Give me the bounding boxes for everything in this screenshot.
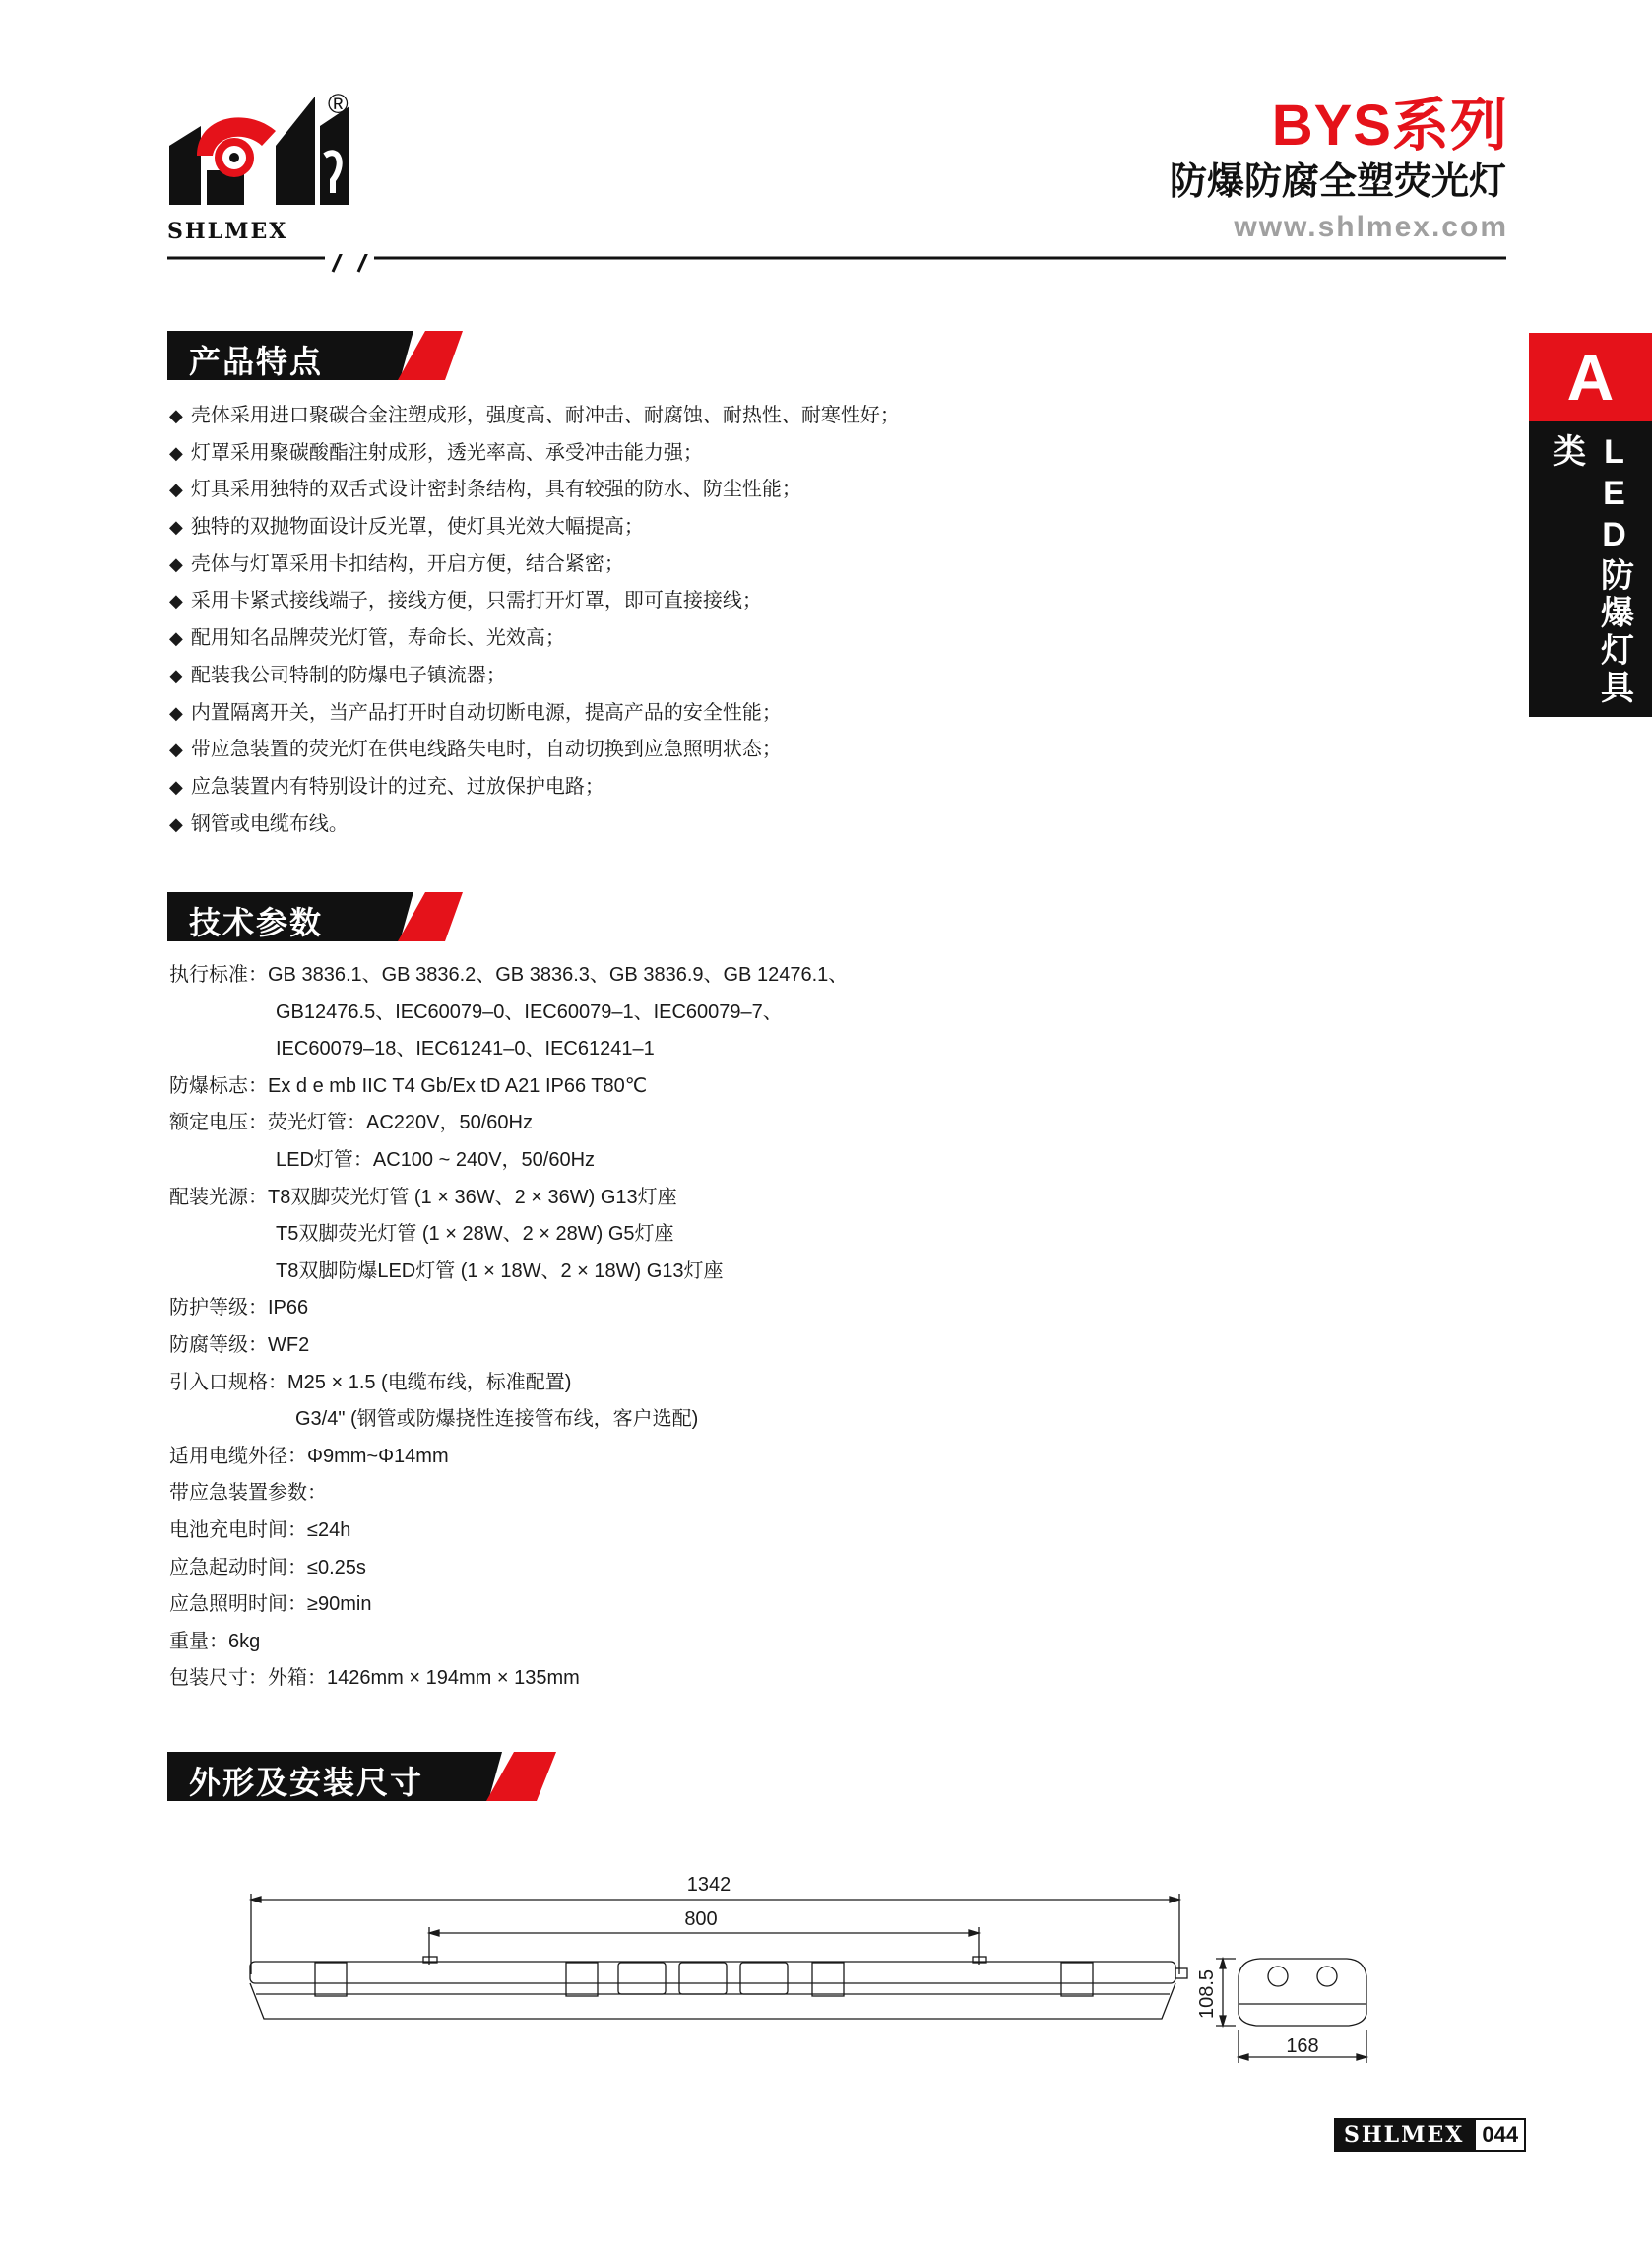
feature-item	[169, 435, 900, 473]
spec-row: IEC60079–18、IEC61241–0、IEC61241–1	[276, 1038, 655, 1061]
feature-text: 灯具采用独特的双舌式设计密封条结构，具有较强的防水、防尘性能；	[190, 479, 801, 501]
series-title: BYS系列	[1271, 94, 1508, 158]
feature-text: 壳体采用进口聚碳合金注塑成形，强度高、耐冲击、耐腐蚀、耐热性、耐寒性好；	[190, 405, 900, 426]
feature-item	[169, 398, 900, 435]
feature-item	[169, 695, 900, 733]
page-number: 044	[1474, 2118, 1526, 2152]
feature-item	[169, 769, 900, 806]
spacing-label: 800	[684, 1908, 718, 1930]
spec-row: 防护等级：IP66	[169, 1297, 309, 1320]
feature-text: 带应急装置的荧光灯在供电线路失电时，自动切换到应急照明状态；	[190, 739, 782, 761]
category-letter: A	[1529, 333, 1652, 421]
specs-title: 技术参数	[189, 905, 324, 940]
feature-item	[169, 472, 900, 509]
spec-row: 电池充电时间：≤24h	[169, 1518, 351, 1541]
diamond-bullet-icon: ◆	[169, 628, 183, 649]
diamond-bullet-icon: ◆	[169, 776, 183, 797]
spec-row: T8双脚防爆LED灯管 (1 × 18W、2 × 18W) G13灯座	[276, 1259, 724, 1282]
registered-mark: ®	[328, 89, 349, 119]
page-footer	[1334, 2118, 1526, 2152]
spec-row: 防腐等级：WF2	[169, 1333, 310, 1356]
feature-item	[169, 509, 900, 547]
diamond-bullet-icon: ◆	[169, 591, 183, 612]
feature-item	[169, 732, 900, 769]
spec-row: 额定电压：荧光灯管：AC220V，50/60Hz	[169, 1112, 533, 1134]
height-label: 108.5	[1196, 1968, 1218, 2020]
spec-row: T5双脚荧光灯管 (1 × 28W、2 × 28W) G5灯座	[276, 1223, 674, 1246]
spec-row: 带应急装置参数：	[169, 1482, 327, 1505]
feature-text: 配用知名品牌荧光灯管，寿命长、光效高；	[190, 627, 565, 650]
product-subtitle: 防爆防腐全塑荧光灯	[1169, 161, 1506, 203]
diamond-bullet-icon: ◆	[169, 665, 183, 685]
spec-row: 引入口规格：M25 × 1.5 (电缆布线，标准配置)	[169, 1371, 572, 1393]
feature-text: 壳体与灯罩采用卡扣结构，开启方便，结合紧密；	[190, 552, 624, 575]
diamond-bullet-icon: ◆	[169, 553, 183, 574]
feature-text: 采用卡紧式接线端子，接线方便，只需打开灯罩，即可直接接线；	[190, 590, 762, 613]
spec-row: G3/4" (钢管或防爆挠性连接管布线，客户选配)	[295, 1408, 699, 1431]
features-title: 产品特点	[189, 344, 324, 379]
feature-item	[169, 620, 900, 658]
spec-row: 重量：6kg	[169, 1630, 261, 1652]
diamond-bullet-icon: ◆	[169, 702, 183, 723]
length-label: 1342	[686, 1874, 731, 1896]
diamond-bullet-icon: ◆	[169, 813, 183, 834]
features-list	[169, 398, 900, 843]
feature-text: 配装我公司特制的防爆电子镇流器；	[190, 664, 506, 686]
spec-row: 包装尺寸：外箱：1426mm × 194mm × 135mm	[169, 1667, 580, 1690]
feature-item	[169, 806, 900, 844]
width-label: 168	[1286, 2035, 1319, 2057]
spec-row: LED灯管：AC100 ~ 240V，50/60Hz	[276, 1148, 596, 1171]
spec-row: 应急起动时间：≤0.25s	[169, 1556, 366, 1579]
header-rule	[167, 254, 1506, 284]
diamond-bullet-icon: ◆	[169, 517, 183, 538]
feature-text: 应急装置内有特别设计的过充、过放保护电路；	[190, 775, 604, 798]
dimensions-title: 外形及安装尺寸	[189, 1765, 424, 1800]
spec-row: 配装光源：T8双脚荧光灯管 (1 × 36W、2 × 36W) G13灯座	[169, 1186, 677, 1208]
spec-row: 执行标准：GB 3836.1、GB 3836.2、GB 3836.3、GB 3836.9、GB 12476.1、	[169, 964, 849, 986]
feature-item	[169, 547, 900, 584]
fixture-side-view	[250, 1957, 1187, 2019]
diamond-bullet-icon: ◆	[169, 406, 183, 425]
feature-text: 钢管或电缆布线。	[190, 812, 349, 835]
specs-list	[169, 957, 848, 1698]
feature-item	[169, 658, 900, 695]
logo-wordmark: SHLMEX	[167, 219, 288, 244]
category-side-tab	[1529, 333, 1652, 717]
spec-row: 防爆标志：Ex d e mb IIC T4 Gb/Ex tD A21 IP66 T80℃	[169, 1074, 648, 1097]
diamond-bullet-icon: ◆	[169, 480, 183, 500]
dimension-drawing	[246, 1866, 1428, 2102]
spacing-dimension	[429, 1927, 979, 1965]
feature-text: 灯罩采用聚碳酸酯注射成形，透光率高、承受冲击能力强；	[190, 441, 703, 464]
footer-brand: SHLMEX	[1334, 2118, 1474, 2152]
spec-row: 应急照明时间：≥90min	[169, 1593, 372, 1616]
spec-row: 适用电缆外径：Φ9mm~Φ14mm	[169, 1445, 449, 1467]
website-url: www.shlmex.com	[1234, 211, 1508, 243]
feature-text: 内置隔离开关，当产品打开时自动切断电源，提高产品的安全性能；	[190, 701, 782, 724]
feature-item	[169, 583, 900, 620]
feature-text: 独特的双抛物面设计反光罩，使灯具光效大幅提高；	[190, 516, 644, 539]
spec-row: GB12476.5、IEC60079–0、IEC60079–1、IEC60079–7、	[276, 1000, 783, 1023]
diamond-bullet-icon: ◆	[169, 442, 183, 463]
diamond-bullet-icon: ◆	[169, 740, 183, 760]
category-label: LED防爆灯具类	[1547, 433, 1633, 707]
